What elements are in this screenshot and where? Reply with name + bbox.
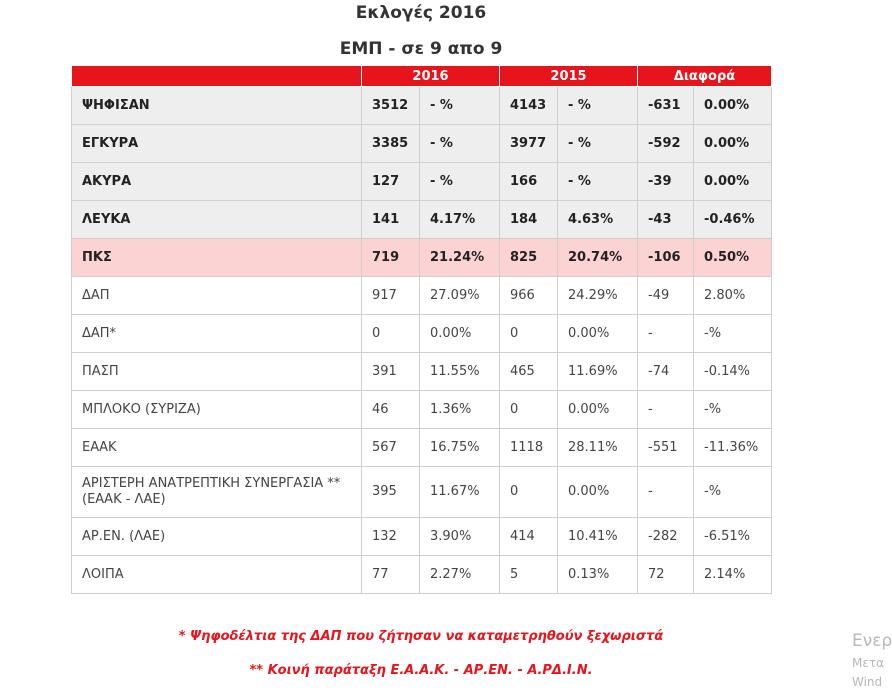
votes-2015-cell: 5: [500, 556, 558, 594]
footnote-dap: * Ψηφοδέλτια της ΔΑΠ που ζήτησαν να καταμετρηθούν ξεχωριστά: [178, 629, 664, 644]
percent-2015-cell: - %: [558, 87, 638, 125]
votes-2015-cell: 166: [500, 163, 558, 201]
percent-2015-cell: 11.69%: [558, 353, 638, 391]
table-row: [72, 239, 772, 277]
percent-2016-cell: 2.27%: [420, 556, 500, 594]
party-name-cell: ΔΑΠ: [72, 277, 362, 315]
table-row: [72, 467, 772, 518]
table-row: [72, 87, 772, 125]
percent-2016-cell: - %: [420, 125, 500, 163]
table-row: [72, 391, 772, 429]
table-body: [72, 87, 772, 594]
party-name-cell: ΜΠΛΟΚΟ (ΣΥΡΙΖΑ): [72, 391, 362, 429]
table-row: [72, 353, 772, 391]
votes-2016-cell: 132: [362, 518, 420, 556]
votes-diff-cell: -551: [638, 429, 694, 467]
party-name-cell: ΑΡΙΣΤΕΡΗ ΑΝΑΤΡΕΠΤΙΚΗ ΣΥΝΕΡΓΑΣΙΑ ** (ΕΑΑΚ - ΛΑΕ): [72, 467, 362, 518]
votes-2015-cell: 1118: [500, 429, 558, 467]
table-row: [72, 163, 772, 201]
votes-2016-cell: 141: [362, 201, 420, 239]
table-row: [72, 518, 772, 556]
percent-2015-cell: 0.13%: [558, 556, 638, 594]
table-row: [72, 277, 772, 315]
votes-2016-cell: 719: [362, 239, 420, 277]
footnote-coalition: ** Κοινή παράταξη Ε.Α.Α.Κ. - ΑΡ.ΕΝ. - Α.ΡΔ.Ι.Ν.: [249, 663, 593, 678]
votes-2015-cell: 465: [500, 353, 558, 391]
table-row: [72, 556, 772, 594]
votes-2016-cell: 127: [362, 163, 420, 201]
percent-diff-cell: -0.46%: [694, 201, 772, 239]
percent-diff-cell: -%: [694, 467, 772, 518]
percent-diff-cell: 0.00%: [694, 163, 772, 201]
activation-watermark-line: Wind: [852, 675, 883, 689]
party-name-cell: ΑΡ.ΕΝ. (ΛΑΕ): [72, 518, 362, 556]
party-name-cell: ΠΑΣΠ: [72, 353, 362, 391]
votes-2015-cell: 184: [500, 201, 558, 239]
header-2015: 2015: [500, 66, 638, 87]
votes-diff-cell: -592: [638, 125, 694, 163]
votes-2016-cell: 395: [362, 467, 420, 518]
percent-2015-cell: 28.11%: [558, 429, 638, 467]
table-row: [72, 429, 772, 467]
percent-2015-cell: 20.74%: [558, 239, 638, 277]
table-header-row: [72, 66, 772, 87]
results-table: [71, 65, 772, 594]
percent-diff-cell: 0.50%: [694, 239, 772, 277]
votes-2016-cell: 77: [362, 556, 420, 594]
votes-2015-cell: 4143: [500, 87, 558, 125]
percent-2015-cell: - %: [558, 125, 638, 163]
percent-2015-cell: 10.41%: [558, 518, 638, 556]
header-2016: 2016: [362, 66, 500, 87]
votes-2016-cell: 917: [362, 277, 420, 315]
votes-diff-cell: -: [638, 315, 694, 353]
percent-diff-cell: -0.14%: [694, 353, 772, 391]
votes-diff-cell: -106: [638, 239, 694, 277]
page-subtitle: ΕΜΠ - σε 9 απο 9: [339, 39, 503, 59]
percent-diff-cell: -%: [694, 391, 772, 429]
votes-2015-cell: 0: [500, 391, 558, 429]
votes-diff-cell: -43: [638, 201, 694, 239]
percent-2016-cell: 3.90%: [420, 518, 500, 556]
activation-watermark-title: Ενερ: [852, 631, 892, 651]
percent-2015-cell: 4.63%: [558, 201, 638, 239]
votes-diff-cell: -: [638, 467, 694, 518]
votes-diff-cell: -282: [638, 518, 694, 556]
votes-2016-cell: 46: [362, 391, 420, 429]
percent-2015-cell: 0.00%: [558, 315, 638, 353]
header-name-cell: [72, 66, 362, 87]
percent-diff-cell: -6.51%: [694, 518, 772, 556]
votes-2015-cell: 414: [500, 518, 558, 556]
percent-2015-cell: 0.00%: [558, 391, 638, 429]
percent-2016-cell: 1.36%: [420, 391, 500, 429]
party-name-cell: ΔΑΠ*: [72, 315, 362, 353]
votes-diff-cell: -: [638, 391, 694, 429]
percent-diff-cell: -%: [694, 315, 772, 353]
votes-2015-cell: 0: [500, 315, 558, 353]
votes-2015-cell: 966: [500, 277, 558, 315]
votes-diff-cell: 72: [638, 556, 694, 594]
votes-2016-cell: 567: [362, 429, 420, 467]
table-row: [72, 125, 772, 163]
party-name-cell: ΨΗΦΙΣΑΝ: [72, 87, 362, 125]
votes-2016-cell: 3385: [362, 125, 420, 163]
votes-diff-cell: -74: [638, 353, 694, 391]
votes-2015-cell: 825: [500, 239, 558, 277]
page-title: Εκλογές 2016: [355, 3, 487, 23]
percent-2015-cell: 0.00%: [558, 467, 638, 518]
party-name-cell: ΛΟΙΠΑ: [72, 556, 362, 594]
percent-2016-cell: 11.67%: [420, 467, 500, 518]
percent-2016-cell: - %: [420, 87, 500, 125]
header-difference: Διαφορά: [638, 66, 772, 87]
votes-2016-cell: 3512: [362, 87, 420, 125]
percent-2016-cell: 16.75%: [420, 429, 500, 467]
percent-2016-cell: 27.09%: [420, 277, 500, 315]
party-name-cell: ΛΕΥΚΑ: [72, 201, 362, 239]
party-name-cell: ΕΓΚΥΡΑ: [72, 125, 362, 163]
votes-2016-cell: 0: [362, 315, 420, 353]
percent-diff-cell: 0.00%: [694, 87, 772, 125]
votes-2015-cell: 3977: [500, 125, 558, 163]
votes-2016-cell: 391: [362, 353, 420, 391]
percent-2016-cell: 21.24%: [420, 239, 500, 277]
percent-2016-cell: 11.55%: [420, 353, 500, 391]
votes-diff-cell: -631: [638, 87, 694, 125]
party-name-cell: ΕΑΑΚ: [72, 429, 362, 467]
percent-2016-cell: 0.00%: [420, 315, 500, 353]
votes-diff-cell: -39: [638, 163, 694, 201]
percent-2016-cell: - %: [420, 163, 500, 201]
party-name-cell: ΑΚΥΡΑ: [72, 163, 362, 201]
table-row: [72, 315, 772, 353]
party-name-cell: ΠΚΣ: [72, 239, 362, 277]
percent-2015-cell: 24.29%: [558, 277, 638, 315]
percent-diff-cell: 2.80%: [694, 277, 772, 315]
table-row: [72, 201, 772, 239]
percent-diff-cell: -11.36%: [694, 429, 772, 467]
percent-diff-cell: 2.14%: [694, 556, 772, 594]
votes-2015-cell: 0: [500, 467, 558, 518]
votes-diff-cell: -49: [638, 277, 694, 315]
percent-2016-cell: 4.17%: [420, 201, 500, 239]
percent-2015-cell: - %: [558, 163, 638, 201]
activation-watermark-line: Μετα: [852, 656, 884, 670]
percent-diff-cell: 0.00%: [694, 125, 772, 163]
